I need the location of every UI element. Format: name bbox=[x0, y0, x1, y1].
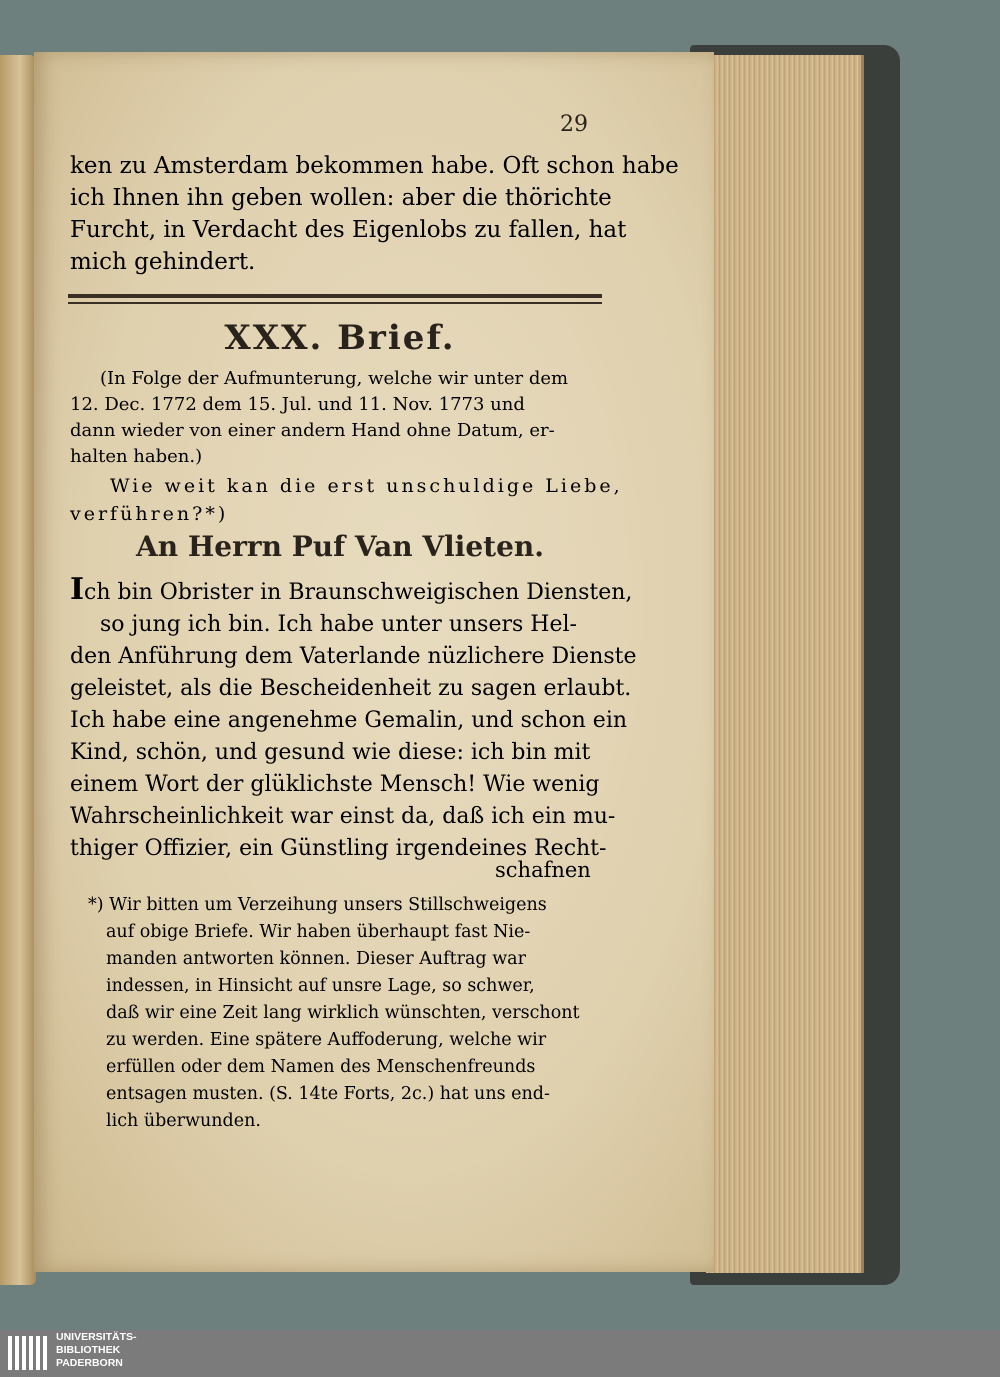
footnote-line: daß wir eine Zeit lang wirklich wünschten, verschont bbox=[106, 1003, 580, 1023]
note-line: halten haben.) bbox=[70, 446, 203, 467]
catchword: schafnen bbox=[495, 858, 591, 882]
page-number: 29 bbox=[560, 112, 588, 137]
editorial-note bbox=[70, 366, 610, 470]
body-line: Ich bin Obrister in Braunschweigischen Diensten, bbox=[70, 572, 633, 607]
footnote-line: entsagen musten. (S. 14te Forts, 2c.) hat uns end- bbox=[106, 1084, 550, 1104]
body-line: einem Wort der glüklichste Mensch! Wie wenig bbox=[70, 772, 600, 797]
salutation: An Herrn Puf Van Vlieten. bbox=[136, 530, 544, 563]
note-line: (In Folge der Aufmunterung, welche wir unter dem bbox=[100, 368, 569, 389]
continued-text bbox=[70, 150, 679, 278]
footnote-line: *) Wir bitten um Verzeihung unsers Stillschweigens bbox=[88, 895, 547, 915]
library-name-line: PADERBORN bbox=[56, 1357, 123, 1369]
footnote-line: lich überwunden. bbox=[106, 1111, 261, 1131]
left-page-edge bbox=[0, 55, 36, 1285]
motto-line: Wie weit kan die erst unschuldige Liebe, bbox=[110, 475, 623, 497]
body-line: thiger Offizier, ein Günstling irgendeines Recht- bbox=[70, 836, 607, 861]
footnote-line: manden antworten können. Dieser Auftrag war bbox=[106, 949, 526, 969]
library-logo-icon bbox=[6, 1332, 52, 1374]
body-line: so jung ich bin. Ich habe unter unsers Hel- bbox=[100, 612, 577, 637]
library-name bbox=[56, 1331, 137, 1370]
footnote-line: auf obige Briefe. Wir haben überhaupt fast Nie- bbox=[106, 922, 531, 942]
motto-line: verführen?*) bbox=[70, 503, 229, 525]
motto bbox=[70, 472, 623, 528]
body-line: Wahrscheinlichkeit war einst da, daß ich ein mu- bbox=[70, 804, 616, 829]
page-block-edges bbox=[706, 55, 864, 1273]
text-line: ken zu Amsterdam bekommen habe. Oft schon habe bbox=[70, 153, 679, 179]
section-rule bbox=[68, 294, 602, 298]
library-name-line: BIBLIOTHEK bbox=[56, 1344, 121, 1356]
body-line: Ich habe eine angenehme Gemalin, und schon ein bbox=[70, 708, 628, 733]
note-line: dann wieder von einer andern Hand ohne Datum, er- bbox=[70, 420, 555, 441]
text-line: Furcht, in Verdacht des Eigenlobs zu fallen, hat bbox=[70, 217, 627, 243]
section-rule-thin bbox=[68, 302, 602, 304]
library-name-line: UNIVERSITÄTS- bbox=[56, 1331, 137, 1343]
footer-bar bbox=[0, 1330, 1000, 1377]
footnote-line: indessen, in Hinsicht auf unsre Lage, so schwer, bbox=[106, 976, 535, 996]
body-line: geleistet, als die Bescheidenheit zu sagen erlaubt. bbox=[70, 676, 632, 701]
footnote-line: erfüllen oder dem Namen des Menschenfreunds bbox=[106, 1057, 536, 1077]
note-line: 12. Dec. 1772 dem 15. Jul. und 11. Nov. 1773 und bbox=[70, 394, 525, 415]
letter-heading: XXX. Brief. bbox=[224, 318, 456, 358]
text-line: mich gehindert. bbox=[70, 249, 256, 275]
letter-body bbox=[70, 572, 637, 865]
footnote bbox=[88, 892, 613, 1135]
footnote-line: zu werden. Eine spätere Auffoderung, welche wir bbox=[106, 1030, 547, 1050]
text-line: ich Ihnen ihn geben wollen: aber die thörichte bbox=[70, 185, 612, 211]
body-line: den Anführung dem Vaterlande nüzlichere Dienste bbox=[70, 644, 637, 669]
body-line: Kind, schön, und gesund wie diese: ich bin mit bbox=[70, 740, 591, 765]
